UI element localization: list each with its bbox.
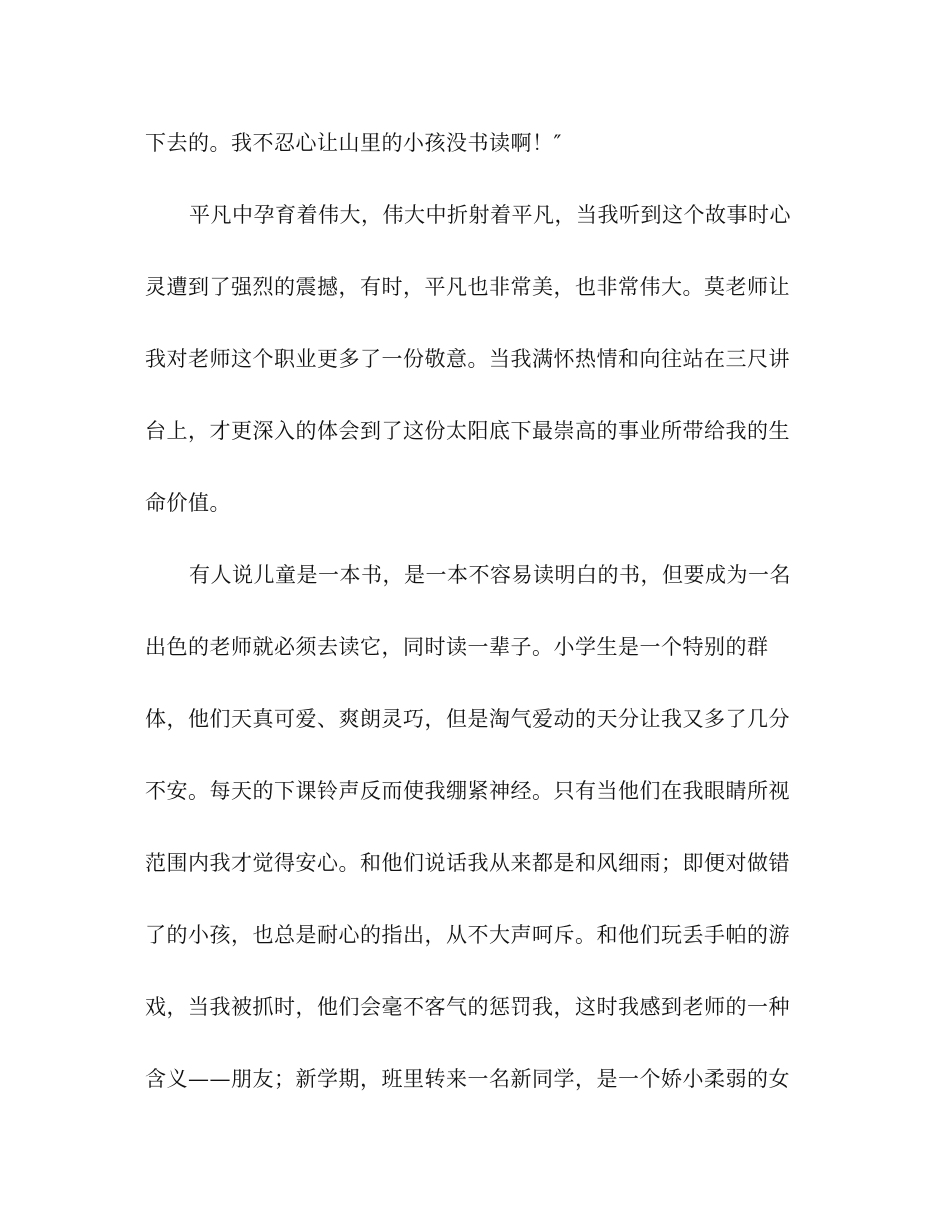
text-line: 命价值。: [145, 491, 231, 515]
text-line: 了的小孩，也总是耐心的指出，从不大声呵斥。和他们玩丢手帕的游: [145, 923, 790, 947]
text-line: 不安。每天的下课铃声反而使我绷紧神经。只有当他们在我眼睛所视: [145, 779, 790, 803]
text-line: 下去的。我不忍心让山里的小孩没书读啊！″: [145, 131, 562, 155]
text-line: 范围内我才觉得安心。和他们说话我从来都是和风细雨；即便对做错: [145, 851, 790, 875]
text-line: 出色的老师就必须去读它，同时读一辈子。小学生是一个特别的群: [145, 635, 769, 659]
text-line: 我对老师这个职业更多了一份敬意。当我满怀热情和向往站在三尺讲: [145, 347, 790, 371]
paragraph-start-line: 有人说儿童是一本书，是一本不容易读明白的书，但要成为一名: [189, 563, 791, 587]
paragraph-start-line: 平凡中孕育着伟大，伟大中折射着平凡，当我听到这个故事时心: [189, 203, 791, 227]
text-line: 含义——朋友；新学期，班里转来一名新同学，是一个娇小柔弱的女: [145, 1067, 790, 1091]
text-line: 戏，当我被抓时，他们会毫不客气的惩罚我，这时我感到老师的一种: [145, 995, 790, 1019]
text-line: 体，他们天真可爱、爽朗灵巧，但是淘气爱动的天分让我又多了几分: [145, 707, 790, 731]
text-line: 台上，才更深入的体会到了这份太阳底下最崇高的事业所带给我的生: [145, 419, 790, 443]
text-line: 灵遭到了强烈的震撼，有时，平凡也非常美，也非常伟大。莫老师让: [145, 275, 790, 299]
